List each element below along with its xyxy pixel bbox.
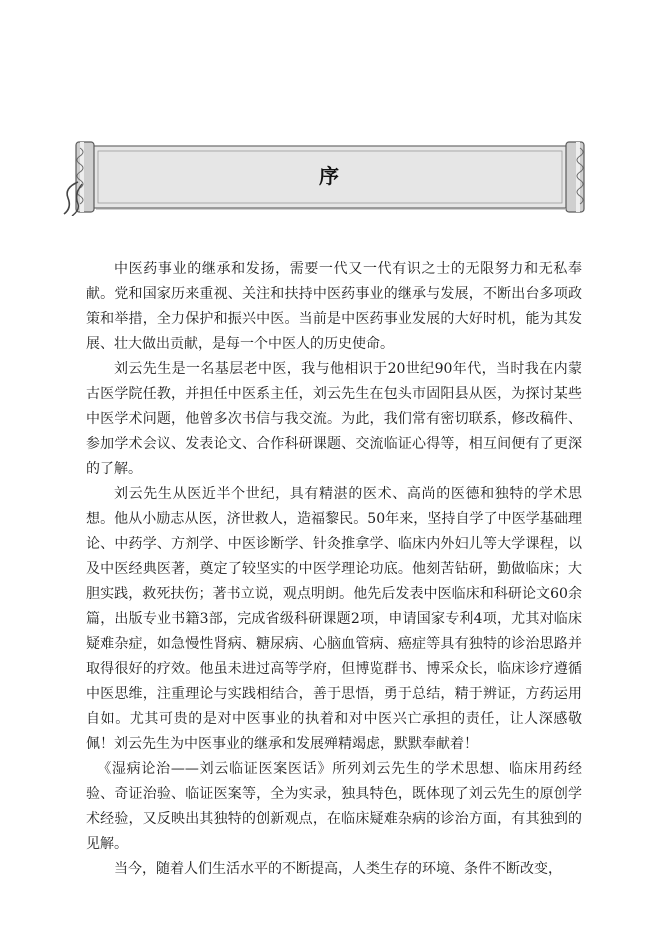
paragraph: 刘云先生从医近半个世纪，具有精湛的医术、高尚的医德和独特的学术思想。他从小励志从医，济世救人，造福黎民。50年来，坚持自学了中医学基础理论、中药学、方剂学、中医诊断学、针灸推拿学、临床内外妇儿等大学课程，以及中医经典医著，奠定了较坚实的中医学理论功底。他刻苦钻研，勤做临床；大胆实践，救死扶伤；著书立说，观点明朗。他先后发表中医临床和科研论文60余篇，出版专业书籍3部，完成省级科研课题2项，申请国家专利4项，尤其对临床疑难杂症，如急慢性肾病、糖尿病、心脑血管病、癌症等具有独特的诊治思路并取得很好的疗效。他虽未进过高等学府，但博览群书、博采众长，临床诊疗遵循中医思维，注重理论与实践相结合，善于思悟，勇于总结，精于辨证，方药运用自如。尤其可贵的是对中医事业的执着和对中医兴亡承担的责任，让人深感敬佩！刘云先生为中医事业的继承和发展殚精竭虑，默默奉献着！ [86, 486, 582, 752]
paragraph: 中医药事业的继承和发扬，需要一代又一代有识之士的无限努力和无私奉献。党和国家历来重视、关注和扶持中医药事业的继承与发展，不断出台多项政策和举措，全力保护和振兴中医。当前是中医药事业发展的大好时机，能为其发展、壮大做出贡献，是每一个中医人的历史使命。 [86, 261, 582, 352]
paragraph: 当今，随着人们生活水平的不断提高，人类生存的环境、条件不断改变， [114, 861, 562, 877]
preface-title: 序 [319, 164, 341, 188]
paragraph: 刘云先生是一名基层老中医，我与他相识于20世纪90年代，当时我在内蒙古医学院任教，并担任中医系主任，刘云先生在包头市固阳县从医，为探讨某些中医学术问题，他曾多次书信与我交流。为此，我们常有密切联系，修改稿件、参加学术会议、发表论文、合作科研课题、交流临证心得等，相互间便有了更深的了解。 [86, 361, 582, 477]
paragraph: 《湿病论治——刘云临证医案医话》所列刘云先生的学术思想、临床用药经验、奇证治验、临证医案等，全为实录，独具特色，既体现了刘云先生的原创学术经验，又反映出其独特的创新观点，在临床疑难杂病的诊治方面，有其独到的见解。 [86, 761, 582, 852]
preface-body [86, 257, 582, 882]
preface-scroll-banner [62, 138, 598, 216]
